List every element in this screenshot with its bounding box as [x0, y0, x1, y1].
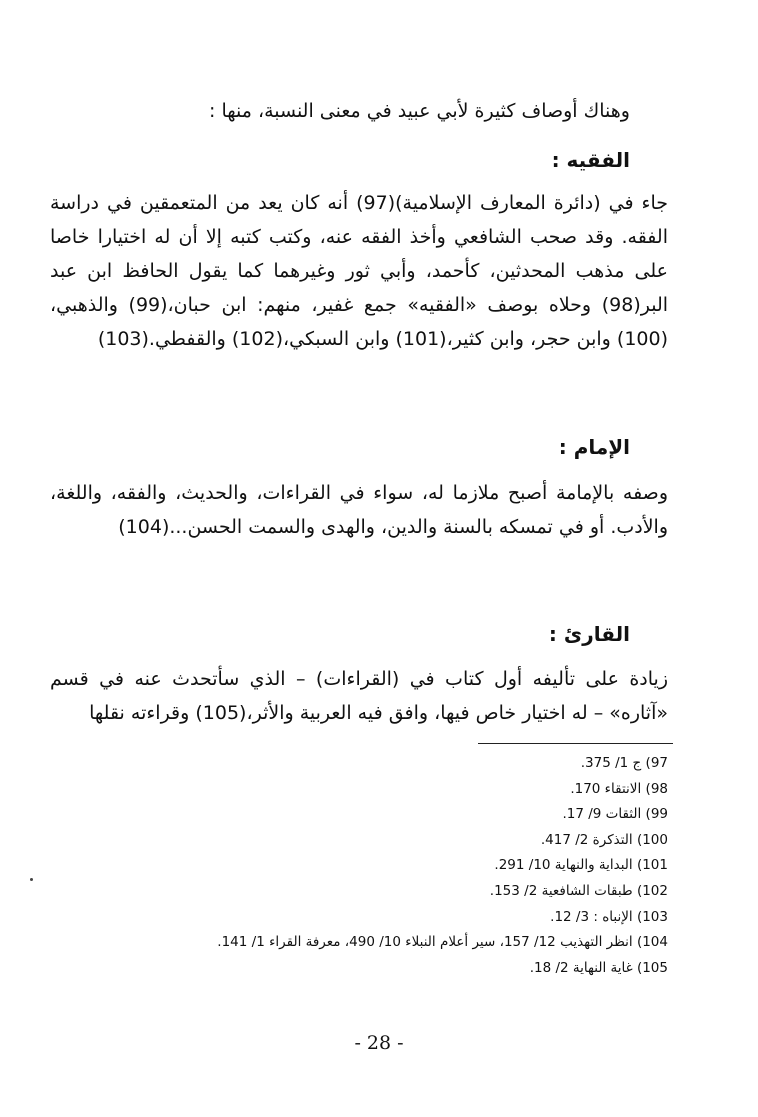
footnote-103: 103) الإنباه : 3/ 12.	[550, 908, 668, 925]
section-body-imam: وصفه بالإمامة أصبح ملازما له، سواء في القراءات، والحديث، والفقه، واللغة، والأدب. أو في تمسكه بالسنة والدين، والهدى والسمت الحسن...(104)	[50, 482, 668, 538]
footnote-100: 100) التذكرة 2/ 417.	[540, 831, 668, 848]
footnote-102: 102) طبقات الشافعية 2/ 153.	[489, 882, 668, 899]
scan-speck	[30, 878, 33, 881]
footnote-separator	[478, 743, 673, 744]
intro-line: وهناك أوصاف كثيرة لأبي عبيد في معنى النسبة، منها :	[209, 100, 630, 122]
section-heading-faqih: الفقيه :	[551, 148, 630, 172]
section-body-qari: زيادة على تأليفه أول كتاب في (القراءات) – الذي سأتحدث عنه في قسم «آثاره» – له اختيار خاص فيها، وافق فيه العربية والأثر،(105) وقراءته نقلها	[50, 668, 668, 724]
footnotes	[108, 751, 668, 981]
footnote-97: 97) ج 1/ 375.	[580, 755, 668, 771]
page-number: - 28 -	[354, 1032, 404, 1054]
footnote-98: 98) الانتقاء 170.	[570, 780, 668, 797]
footnote-101: 101) البداية والنهاية 10/ 291.	[494, 857, 668, 874]
section-heading-imam: الإمام :	[558, 435, 630, 459]
section-heading-qari: القارئ :	[548, 622, 630, 646]
footnote-105: 105) غاية النهاية 2/ 18.	[529, 959, 668, 976]
section-body-faqih: جاء في (دائرة المعارف الإسلامية)(97) أنه كان يعد من المتعمقين في دراسة الفقه. وقد صحب الشافعي وأخذ الفقه عنه، وكتب كتبه إلا أن له اختيارا خاصا على مذهب المحدثين، كأحمد، وأبي ثور وغيرهما كما يقول الحافظ ابن عبد البر(98) وحلاه بوصف «الفقيه» جمع غفير، منهم: ابن حبان،(99) والذهبي،(100) وابن حجر، وابن كثير،(101) وابن السبكي،(102) والقفطي.(103)	[50, 192, 669, 350]
footnote-104: 104) انظر التهذيب 12/ 157، سير أعلام النبلاء 10/ 490، معرفة القراء 1/ 141.	[217, 934, 668, 951]
footnote-99: 99) الثقات 9/ 17.	[562, 806, 668, 823]
